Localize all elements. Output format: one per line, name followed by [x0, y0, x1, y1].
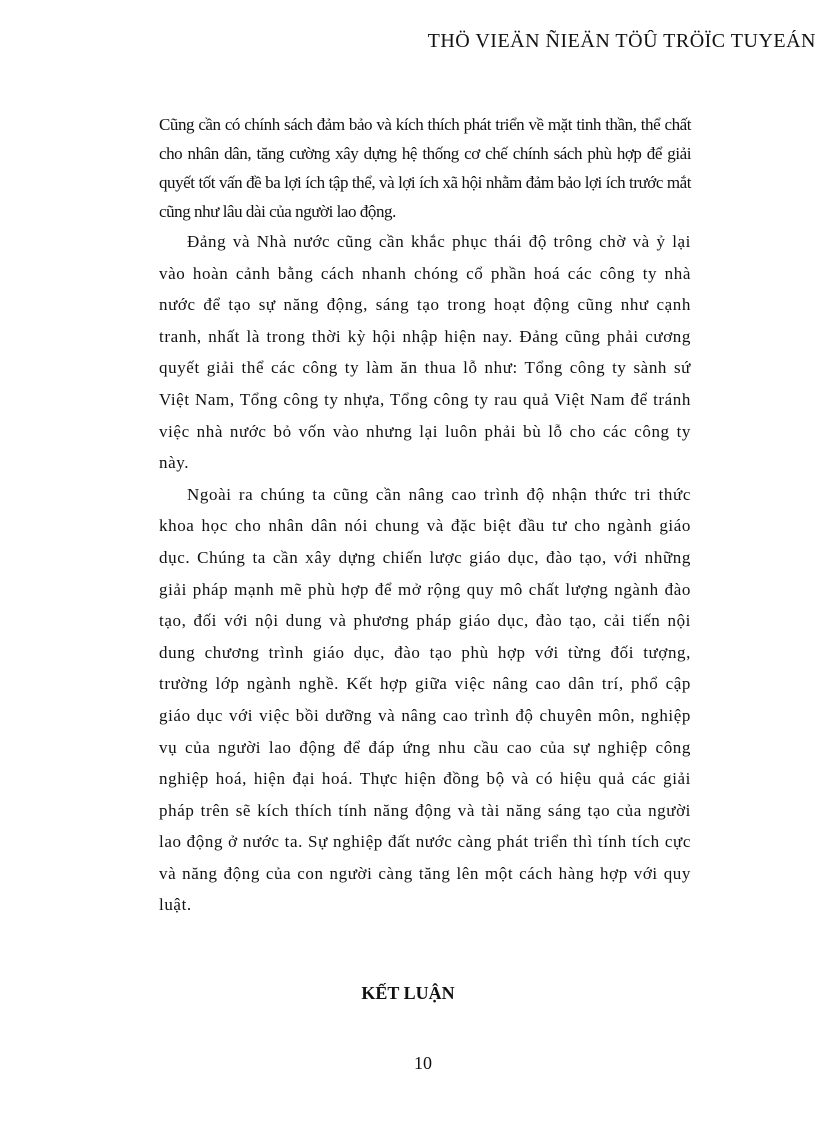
body-text [159, 110, 691, 921]
paragraph-3: Ngoài ra chúng ta cũng cần nâng cao trình độ nhận thức tri thức khoa học cho nhân dân nói chung và đặc biệt đầu tư cho ngành giáo dục. Chúng ta cần xây dựng chiến lược giáo dục, đào tạo, với những giải pháp mạnh mẽ phù hợp để mở rộng quy mô chất lượng ngành đào tạo, đối với nội dung và phương pháp giáo dục, đào tạo, cải tiến nội dung chương trình giáo dục, đào tạo phù hợp với từng đối tượng, trường lớp ngành nghề. Kết hợp giữa việc nâng cao dân trí, phổ cập giáo dục với việc bồi dưỡng và nâng cao trình độ chuyên môn, nghiệp vụ của người lao động để đáp ứng nhu cầu cao của sự nghiệp công nghiệp hoá, hiện đại hoá. Thực hiện đồng bộ và có hiệu quả các giải pháp trên sẽ kích thích tính năng động và tài năng sáng tạo của người lao động ở nước ta. Sự nghiệp đất nước càng phát triển thì tính tích cực và năng động của con người càng tăng lên một cách hàng hợp với quy luật. [159, 484, 691, 915]
page-header: THÖ VIEÄN ÑIEÄN TÖÛ TRÖÏC TUYEÁN [427, 30, 816, 52]
section-heading: KẾT LUẬN [361, 983, 455, 1003]
paragraph-2: Đảng và Nhà nước cũng cần khắc phục thái độ trông chờ và ỷ lại vào hoàn cảnh bằng cách nhanh chóng cổ phần hoá các công ty nhà nước để tạo sự năng động, sáng tạo trong hoạt động cũng như cạnh tranh, nhất là trong thời kỳ hội nhập hiện nay. Đảng cũng phải cương quyết giải thể các công ty làm ăn thua lỗ như: Tổng công ty sành sứ Việt Nam, Tổng công ty nhựa, Tổng công ty rau quả Việt Nam để tránh việc nhà nước bỏ vốn vào nhưng lại luôn phải bù lỗ cho các công ty này. [159, 232, 691, 473]
paragraph-1: Cũng cần có chính sách đảm bảo và kích thích phát triển về mặt tinh thần, thể chất cho nhân dân, tăng cường xây dựng hệ thống cơ chế chính sách phù hợp để giải quyết tốt vấn đề ba lợi ích tập thể, và lợi ích xã hội nhằm đảm bảo lợi ích trước mắt cũng như lâu dài của người lao động. [159, 115, 691, 221]
page-number: 10 [414, 1053, 432, 1073]
